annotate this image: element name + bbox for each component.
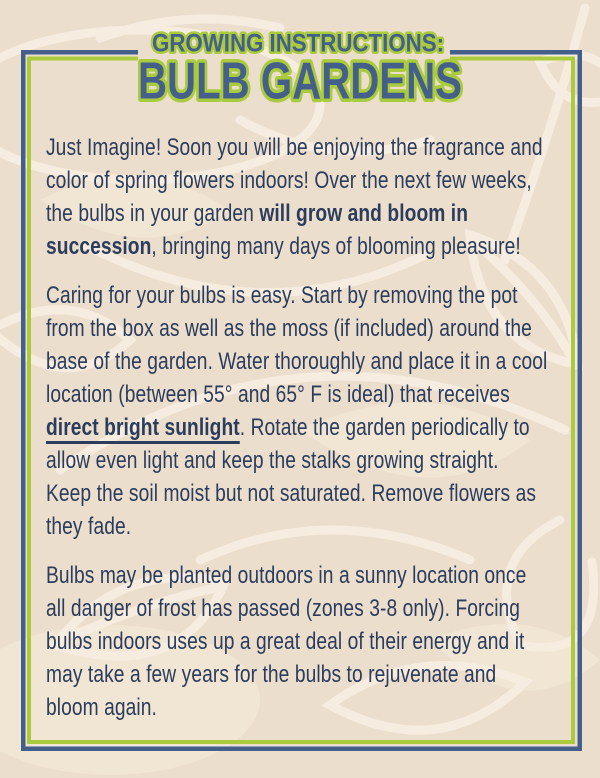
header-rule-right [450,50,582,55]
paragraph-outdoors [46,559,548,724]
p2-text-end: . Rotate the garden periodically to allow even light and keep the stalks growing straight. Keep the soil moist but not saturated. Remove flowers as they fade. [46,414,537,540]
instructions-text-block [46,131,548,724]
p2-bold-underlined-text: direct bright sunlight [46,414,240,441]
paragraph-care [46,279,548,543]
p1-text: Just Imagine! Soon you will be enjoying the fragrance and color of spring flowers indoors! Over the next few weeks, the bulbs in your garden [46,134,543,227]
paragraph-intro [46,131,548,263]
instructions-body [46,131,551,724]
header-rule-left [21,50,138,55]
header-title: BULB GARDENS [138,52,462,111]
p1-bold-text: will grow and bloom in succession [46,200,469,260]
card-header [138,30,462,111]
header-kicker: GROWING INSTRUCTIONS: [152,29,444,58]
p1-text-end: , bringing many days of blooming pleasure! [151,233,521,260]
p2-text: Caring for your bulbs is easy. Start by removing the pot from the box as well as the moss (if included) around the base of the garden. Water thoroughly and place it in a cool location (between 55° and 65° F is ideal) that receives [46,282,548,408]
p3-text: Bulbs may be planted outdoors in a sunny location once all danger of frost has passed (zones 3-8 only). Forcing bulbs indoors uses up a great deal of their energy and it may take a few years for the bulbs to rejuvenate and bloom again. [46,562,527,721]
